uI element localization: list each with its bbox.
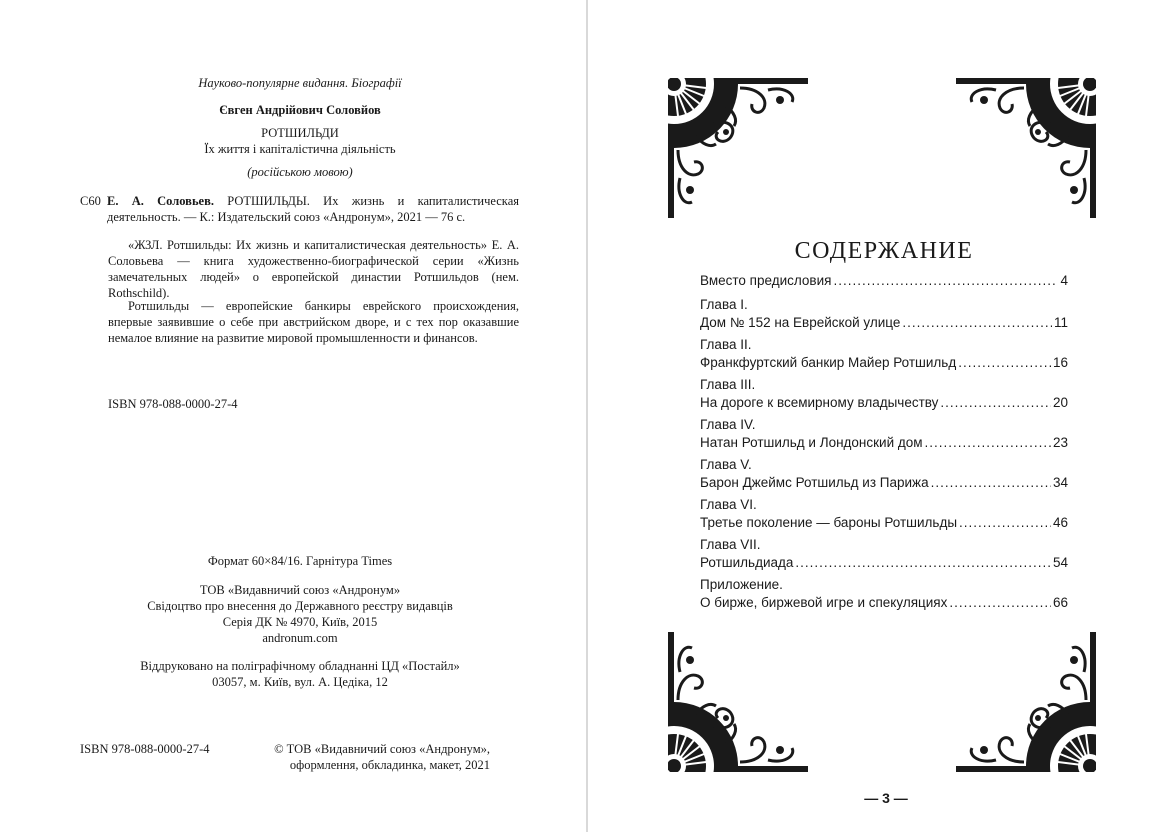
toc-entry-title: Натан Ротшильд и Лондонский дом	[700, 435, 923, 450]
toc-leader	[949, 594, 1051, 612]
format-line: Формат 60×84/16. Гарнітура Times	[207, 554, 393, 568]
toc-entry-title: О бирже, биржевой игре и спекуляциях	[700, 595, 948, 610]
toc-leader	[931, 474, 1051, 492]
toc-entry-chapter: Глава VII.	[700, 537, 761, 552]
catalog-description: РОТШИЛЬДЫ. Их жизнь и капиталистическая деятельность. — К.: Издательский союз «Андронум», 2021 — 76 с.	[107, 194, 519, 224]
corner-ornament-icon	[668, 78, 808, 218]
toc-leader	[833, 272, 1058, 290]
publisher-block	[80, 582, 520, 646]
corner-ornament-icon	[956, 78, 1096, 218]
toc-entry-page: 46	[1052, 515, 1068, 530]
language-note: (російською мовою)	[247, 165, 353, 179]
corner-ornament-icon	[668, 632, 808, 772]
toc-entry[interactable]	[700, 576, 1068, 612]
toc-entry-chapter: Глава I.	[700, 297, 748, 312]
toc-entry-title: Вместо предисловия	[700, 273, 832, 288]
corner-ornament-icon	[956, 632, 1096, 772]
toc-entry-title: Третье поколение — бароны Ротшильды	[700, 515, 958, 530]
publisher-line: Серія ДК № 4970, Київ, 2015	[222, 615, 378, 629]
publisher-line: ТОВ «Видавничий союз «Андронум»	[199, 583, 401, 597]
copyright-block	[270, 741, 490, 773]
isbn-bottom: ISBN 978-088-0000-27-4	[80, 742, 210, 756]
book-title: РОТШИЛЬДИ	[261, 126, 339, 140]
toc-entry-page: 20	[1052, 395, 1068, 410]
copyright-line: © ТОВ «Видавничий союз «Андронум»,	[274, 742, 490, 756]
toc-entry-page: 54	[1052, 555, 1068, 570]
annotation-paragraph: Ротшильды — европейские банкиры еврейского происхождения, впервые заявившие о себе при австрийском дворе, и с тех пор оказавшие немалое влияние на развитие мировой промышленности и финансов.	[108, 299, 519, 345]
toc-entry-chapter: Глава II.	[700, 337, 752, 352]
series-line: Науково-популярне видання. Біографії	[198, 76, 402, 90]
toc-entry-page: 4	[1060, 273, 1068, 288]
toc-leader	[925, 434, 1051, 452]
author-name: Євген Андрійович Соловйов	[219, 103, 381, 117]
publisher-line: Свідоцтво про внесення до Державного реєстру видавців	[147, 599, 453, 613]
toc-entry-title: Ротшильдиада	[700, 555, 794, 570]
toc-leader	[940, 394, 1051, 412]
toc-entry-title: Барон Джеймс Ротшильд из Парижа	[700, 475, 929, 490]
print-block	[80, 658, 520, 690]
copyright-line: оформлення, обкладинка, макет, 2021	[289, 758, 490, 772]
toc-entry-page: 34	[1052, 475, 1068, 490]
book-subtitle: Їх життя і капіталістична діяльність	[204, 142, 396, 156]
catalog-entry	[107, 193, 519, 225]
toc-entry-chapter: Глава V.	[700, 457, 752, 472]
catalog-code: С60	[80, 194, 101, 208]
toc-entry[interactable]	[700, 296, 1068, 332]
toc-entry-chapter: Приложение.	[700, 577, 783, 592]
toc-entry-chapter: Глава IV.	[700, 417, 756, 432]
annotation-paragraph: «ЖЗЛ. Ротшильды: Их жизнь и капиталистическая деятельность» Е. А. Соловьева — книга художественно-биографической серии «Жизнь замечательных людей» о европейской династии Ротшильдов (нем. Rothschild).	[108, 238, 519, 300]
toc-leader	[795, 554, 1051, 572]
toc-entry-page: 16	[1052, 355, 1068, 370]
book-spine	[586, 0, 588, 832]
toc-leader	[958, 354, 1051, 372]
toc-entry[interactable]	[700, 272, 1068, 290]
toc-entry[interactable]	[700, 336, 1068, 372]
toc-entry-page: 66	[1052, 595, 1068, 610]
toc-entry[interactable]	[700, 416, 1068, 452]
print-line: 03057, м. Київ, вул. А. Цедіка, 12	[212, 675, 388, 689]
toc-entry-title: На дороге к всемирному владычеству	[700, 395, 939, 410]
toc-entry[interactable]	[700, 376, 1068, 412]
toc-entry-page: 23	[1052, 435, 1068, 450]
toc-entry[interactable]	[700, 536, 1068, 572]
toc-entry[interactable]	[700, 496, 1068, 532]
toc-entry[interactable]	[700, 456, 1068, 492]
toc-leader	[959, 514, 1051, 532]
publisher-website: andronum.com	[262, 631, 338, 645]
page-number: — 3 —	[864, 790, 908, 806]
toc-entry-chapter: Глава III.	[700, 377, 756, 392]
toc-entry-page: 11	[1053, 315, 1068, 330]
print-line: Віддруковано на поліграфічному обладнанні ЦД «Постайл»	[140, 659, 460, 673]
toc-entry-title: Франкфуртский банкир Майер Ротшильд	[700, 355, 957, 370]
toc-entry-title: Дом № 152 на Еврейской улице	[700, 315, 901, 330]
isbn-line: ISBN 978-088-0000-27-4	[108, 397, 238, 411]
toc-leader	[902, 314, 1052, 332]
toc-heading: СОДЕРЖАНИЕ	[794, 238, 974, 264]
catalog-author: Е. А. Соловьев.	[107, 194, 228, 208]
toc-entry-chapter: Глава VI.	[700, 497, 757, 512]
